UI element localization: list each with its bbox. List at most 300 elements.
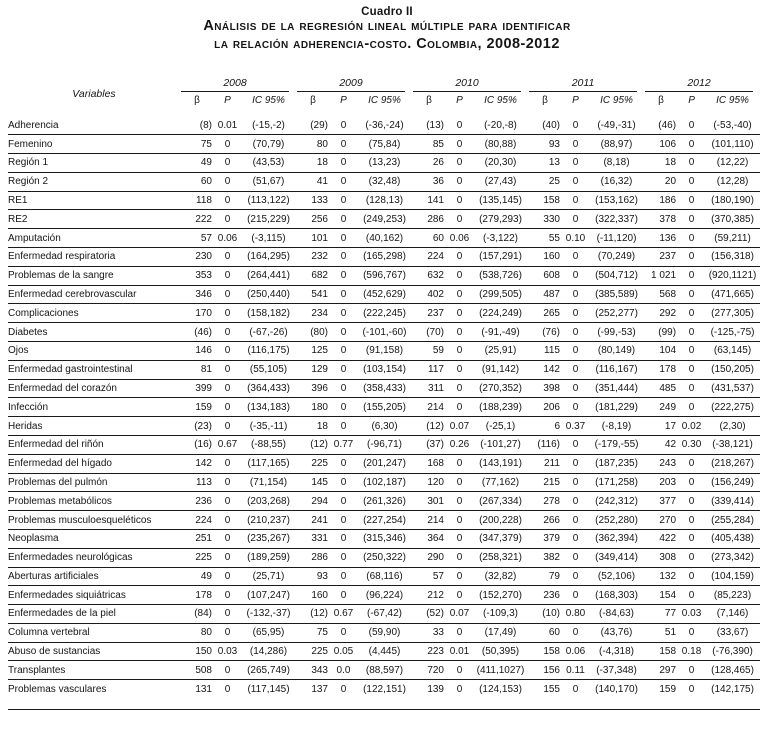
cell-ic: (43,53) [241,153,296,172]
cell-beta: 49 [180,153,214,172]
variables-column-header: Variables [72,88,116,101]
subheader-beta: β [426,95,432,107]
cell-p: 0 [678,135,705,154]
cell-p: 0 [214,492,241,511]
cell-beta: 225 [180,548,214,567]
table-row [8,172,760,191]
cell-beta: 159 [180,398,214,417]
cell-beta: 215 [528,473,562,492]
cell-ic: (157,291) [473,247,528,266]
cell-ic: (224,249) [473,304,528,323]
cell-beta: 292 [644,304,678,323]
subheader-p: P [224,95,231,107]
cell-p: 0 [214,511,241,530]
cell-beta: 223 [412,642,446,661]
cell-beta: 170 [180,304,214,323]
cell-beta: 632 [412,266,446,285]
cell-beta: 120 [412,473,446,492]
cell-p: 0 [446,135,473,154]
cell-beta: 224 [180,511,214,530]
cell-p: 0 [330,210,357,229]
cell-ic: (452,629) [357,285,412,304]
cell-ic: (252,280) [589,511,644,530]
cell-ic: (347,379) [473,529,528,548]
cell-beta: 541 [296,285,330,304]
subheader-ic: IC 95% [600,95,633,107]
cell-p: 0 [446,661,473,680]
year-label: 2012 [645,77,753,92]
cell-ic: (124,153) [479,683,522,695]
cell-beta: 158 [528,191,562,210]
cell-beta: (13) [412,111,446,134]
variable-name: Infección [8,398,180,417]
cell-beta: 146 [180,341,214,360]
cell-beta: 150 [180,642,214,661]
table-row [8,210,760,229]
cell-ic: (59,90) [357,623,412,642]
table-row [8,661,760,680]
cell-p: 0 [562,379,589,398]
cell-ic: (168,303) [589,586,644,605]
year-label: 2009 [297,77,405,92]
cell-beta: (116) [528,435,562,454]
cell-p: 0 [214,247,241,266]
variable-name: Región 1 [8,153,180,172]
cell-p: 0 [330,379,357,398]
cell-p: 0 [678,473,705,492]
cell-beta: 278 [528,492,562,511]
cell-p: 0 [330,229,357,248]
table-row [8,492,760,511]
cell-beta: 93 [528,135,562,154]
cell-ic: (2,30) [705,417,760,436]
cell-p: 0 [562,285,589,304]
cell-p: 0 [678,492,705,511]
cell-beta: 256 [296,210,330,229]
cell-ic: (164,295) [241,247,296,266]
cell-ic: (52,106) [589,567,644,586]
cell-p: 0 [214,153,241,172]
cell-ic: (-3,122) [473,229,528,248]
cell-beta: (29) [296,111,330,134]
cell-ic: (222,245) [357,304,412,323]
cell-beta: 80 [296,135,330,154]
cell-ic: (-4,318) [589,642,644,661]
cell-p: 0 [562,247,589,266]
cell-p: 0 [562,586,589,605]
cell-p: 0 [456,683,463,695]
cell-p: 0 [214,417,241,436]
cell-beta: 113 [180,473,214,492]
cell-p: 0 [214,360,241,379]
variable-name: Problemas musculoesqueléticos [8,511,180,530]
cell-beta: 236 [180,492,214,511]
subheader-beta: β [542,95,548,107]
cell-p: 0 [214,266,241,285]
cell-beta: 382 [528,548,562,567]
cell-beta: (52) [412,605,446,624]
cell-beta: 243 [644,454,678,473]
variable-name: Amputación [8,229,180,248]
cell-p: 0.67 [214,435,241,454]
cell-beta: 101 [296,229,330,248]
cell-p: 0 [562,473,589,492]
cell-beta: 399 [180,379,214,398]
cell-beta: 346 [180,285,214,304]
variable-name: Enfermedades de la piel [8,605,180,624]
cell-p: 0 [330,529,357,548]
table-row [8,454,760,473]
cell-beta: (80) [296,323,330,342]
variable-name: RE1 [8,191,180,210]
cell-ic: (920,1121) [705,266,760,285]
cell-ic: (103,154) [357,360,412,379]
table-row [8,135,760,154]
cell-ic: (235,267) [241,529,296,548]
cell-beta: 377 [644,492,678,511]
variable-name: Columna vertebral [8,623,180,642]
cell-beta: 80 [180,623,214,642]
cell-ic: (20,30) [473,153,528,172]
cell-beta: 186 [644,191,678,210]
cell-ic: (405,438) [705,529,760,548]
cell-beta: 141 [412,191,446,210]
cell-beta: 232 [296,247,330,266]
cell-p: 0.0 [330,661,357,680]
cell-p: 0 [214,586,241,605]
variable-name: Enfermedad cerebrovascular [8,285,180,304]
cell-p: 0 [214,548,241,567]
cell-p: 0 [678,111,705,134]
cell-beta: 77 [644,605,678,624]
cell-beta: 343 [296,661,330,680]
cell-ic: (32,48) [357,172,412,191]
cell-beta: 286 [296,548,330,567]
cell-ic: (180,190) [705,191,760,210]
cell-beta: (12) [412,417,446,436]
cell-beta: 17 [644,417,678,436]
cell-beta: 154 [644,586,678,605]
variable-name: Transplantes [8,661,180,680]
cell-p: 0 [330,285,357,304]
cell-ic: (50,395) [473,642,528,661]
cell-p: 0.67 [330,605,357,624]
cell-p: 0 [678,379,705,398]
cell-ic: (181,229) [589,398,644,417]
cell-ic: (-67,42) [357,605,412,624]
cell-beta: (10) [528,605,562,624]
cell-p: 0 [330,398,357,417]
cell-p: 0 [214,379,241,398]
cell-ic: (189,259) [241,548,296,567]
cell-ic: (250,440) [241,285,296,304]
cell-p: 0 [214,567,241,586]
cell-beta: 270 [644,511,678,530]
cell-ic: (203,268) [241,492,296,511]
cell-ic: (-101,-60) [357,323,412,342]
cell-ic: (153,162) [589,191,644,210]
subheader-p: P [688,95,695,107]
cell-ic: (104,159) [705,567,760,586]
cell-beta: 178 [180,586,214,605]
cell-ic: (-53,-40) [705,111,760,134]
cell-ic: (70,79) [241,135,296,154]
cell-ic: (358,433) [357,379,412,398]
cell-beta: 85 [412,135,446,154]
variable-name: Enfermedades neurológicas [8,548,180,567]
cell-ic: (264,441) [241,266,296,285]
cell-p: 0.01 [214,111,241,134]
cell-p: 0 [446,586,473,605]
subheader-p: P [456,95,463,107]
table-row [8,435,760,454]
cell-ic: (32,82) [473,567,528,586]
cell-beta: 330 [528,210,562,229]
cell-p: 0 [330,266,357,285]
cell-p: 0 [678,548,705,567]
cell-ic: (258,321) [473,548,528,567]
cell-ic: (471,665) [705,285,760,304]
cell-ic: (-132,-37) [241,605,296,624]
cell-beta: 230 [180,247,214,266]
cell-beta: 286 [412,210,446,229]
cell-p: 0 [330,623,357,642]
cell-p: 0 [446,247,473,266]
table-row [8,680,760,698]
table-row [8,379,760,398]
cell-ic: (17,49) [473,623,528,642]
cell-p: 0 [446,398,473,417]
cell-ic: (102,187) [357,473,412,492]
cell-ic: (255,284) [705,511,760,530]
variable-name: Heridas [8,417,180,436]
cell-p: 0.10 [562,229,589,248]
cell-p: 0 [678,266,705,285]
cell-ic: (13,23) [357,153,412,172]
table-row [8,111,760,134]
cell-ic: (135,145) [473,191,528,210]
cell-beta: 18 [296,153,330,172]
cell-ic: (171,258) [589,473,644,492]
cell-ic: (156,318) [705,247,760,266]
cell-p: 0 [562,135,589,154]
cell-beta: 132 [644,567,678,586]
cell-ic: (156,249) [705,473,760,492]
cell-beta: 79 [528,567,562,586]
table-row [8,323,760,342]
table-row [8,586,760,605]
cell-beta: 225 [296,454,330,473]
cell-ic: (-91,-49) [473,323,528,342]
cell-beta: 294 [296,492,330,511]
cell-ic: (140,170) [595,683,638,695]
subheader-beta: β [658,95,664,107]
cell-p: 0 [678,247,705,266]
cell-beta: (16) [180,435,214,454]
cell-beta: 402 [412,285,446,304]
cell-p: 0.80 [562,605,589,624]
cell-ic: (88,597) [357,661,412,680]
cell-ic: (250,322) [357,548,412,567]
table-title-line2: la relación adherencia-costo. Colombia, 2008-2012 [214,35,560,52]
variable-name: Enfermedad respiratoria [8,247,180,266]
cell-p: 0.07 [446,605,473,624]
cell-p: 0 [330,492,357,511]
variable-name: Aberturas artificiales [8,567,180,586]
cell-p: 0.03 [678,605,705,624]
cell-ic: (596,767) [357,266,412,285]
cell-p: 0 [214,135,241,154]
cell-p: 0 [678,661,705,680]
cell-ic: (165,298) [357,247,412,266]
cell-beta: (84) [180,605,214,624]
cell-p: 0 [330,360,357,379]
cell-ic: (75,84) [357,135,412,154]
cell-p: 0.30 [678,435,705,454]
cell-beta: 18 [644,153,678,172]
cell-p: 0 [446,548,473,567]
cell-p: 0 [446,172,473,191]
cell-p: 0 [214,529,241,548]
cell-ic: (227,254) [357,511,412,530]
cell-beta: 142 [180,454,214,473]
cell-beta: 222 [180,210,214,229]
variable-name: Enfermedad del riñón [8,435,180,454]
cell-beta: 297 [644,661,678,680]
cell-p: 0 [562,360,589,379]
cell-p: 0 [562,172,589,191]
cell-ic: (187,235) [589,454,644,473]
cell-beta: 225 [296,642,330,661]
cell-ic: (59,211) [705,229,760,248]
cell-ic: (8,18) [589,153,644,172]
cell-ic: (128,13) [357,191,412,210]
cell-beta: 396 [296,379,330,398]
table-row [8,623,760,642]
variable-name: Región 2 [8,172,180,191]
cell-ic: (128,465) [705,661,760,680]
cell-p: 0 [214,623,241,642]
cell-beta: (12) [296,605,330,624]
cell-beta: 214 [412,511,446,530]
cell-ic: (200,228) [473,511,528,530]
cell-ic: (242,312) [589,492,644,511]
cell-beta: 133 [296,191,330,210]
cell-beta: 75 [296,623,330,642]
table-row [8,473,760,492]
cell-ic: (-76,390) [705,642,760,661]
cell-p: 0 [330,473,357,492]
cell-p: 0 [562,623,589,642]
cell-p: 0.06 [446,229,473,248]
cell-beta: 60 [528,623,562,642]
cell-beta: 265 [528,304,562,323]
variable-name: Femenino [8,135,180,154]
cell-p: 0.02 [678,417,705,436]
cell-ic: (12,22) [705,153,760,172]
cell-beta: 156 [528,661,562,680]
year-header-2008 [180,77,296,92]
cell-p: 0 [446,454,473,473]
cell-p: 0 [678,285,705,304]
cell-p: 0 [562,323,589,342]
cell-beta: 364 [412,529,446,548]
cell-p: 0 [330,191,357,210]
cell-p: 0 [446,360,473,379]
cell-beta: 720 [412,661,446,680]
cell-ic: (267,334) [473,492,528,511]
cell-ic: (25,71) [241,567,296,586]
cell-beta: 353 [180,266,214,285]
table-row [8,247,760,266]
cell-beta: 251 [180,529,214,548]
cell-beta: 203 [644,473,678,492]
cell-beta: (76) [528,323,562,342]
cell-ic: (349,414) [589,548,644,567]
cell-beta: 331 [296,529,330,548]
variable-name: Enfermedad del hígado [8,454,180,473]
cell-ic: (65,95) [241,623,296,642]
year-header-2009 [296,77,412,92]
cell-ic: (101,110) [705,135,760,154]
cell-p: 0.26 [446,435,473,454]
cell-p: 0 [562,210,589,229]
cell-p: 0 [446,191,473,210]
cell-p: 0 [562,111,589,134]
cell-ic: (322,337) [589,210,644,229]
cell-p: 0 [678,586,705,605]
cell-beta: 237 [412,304,446,323]
cell-ic: (150,205) [705,360,760,379]
cell-beta: 290 [412,548,446,567]
cell-beta: 57 [412,567,446,586]
cell-ic: (51,67) [241,172,296,191]
cell-p: 0 [330,323,357,342]
cell-ic: (-109,3) [473,605,528,624]
cell-ic: (-38,121) [705,435,760,454]
cell-ic: (218,267) [705,454,760,473]
cell-ic: (134,183) [241,398,296,417]
cell-ic: (-3,115) [241,229,296,248]
cell-ic: (273,342) [705,548,760,567]
cell-ic: (-101,27) [473,435,528,454]
cell-p: 0 [678,398,705,417]
cell-p: 0 [562,341,589,360]
cell-ic: (6,30) [357,417,412,436]
cell-ic: (70,249) [589,247,644,266]
cell-ic: (12,28) [705,172,760,191]
cell-beta: 20 [644,172,678,191]
cell-beta: 136 [644,229,678,248]
cell-ic: (155,205) [357,398,412,417]
cell-beta: (70) [412,323,446,342]
cell-beta: 608 [528,266,562,285]
cell-beta: (37) [412,435,446,454]
cell-ic: (362,394) [589,529,644,548]
cell-beta: 249 [644,398,678,417]
variable-name: Enfermedad gastrointestinal [8,360,180,379]
cell-p: 0.01 [446,642,473,661]
cell-ic: (25,91) [473,341,528,360]
cell-p: 0 [214,341,241,360]
subheader-p: P [572,95,579,107]
cell-ic: (158,182) [241,304,296,323]
cell-ic: (16,32) [589,172,644,191]
cell-beta: 131 [195,683,212,695]
cell-beta: 18 [296,417,330,436]
cell-p: 0 [446,304,473,323]
cell-p: 0 [678,511,705,530]
